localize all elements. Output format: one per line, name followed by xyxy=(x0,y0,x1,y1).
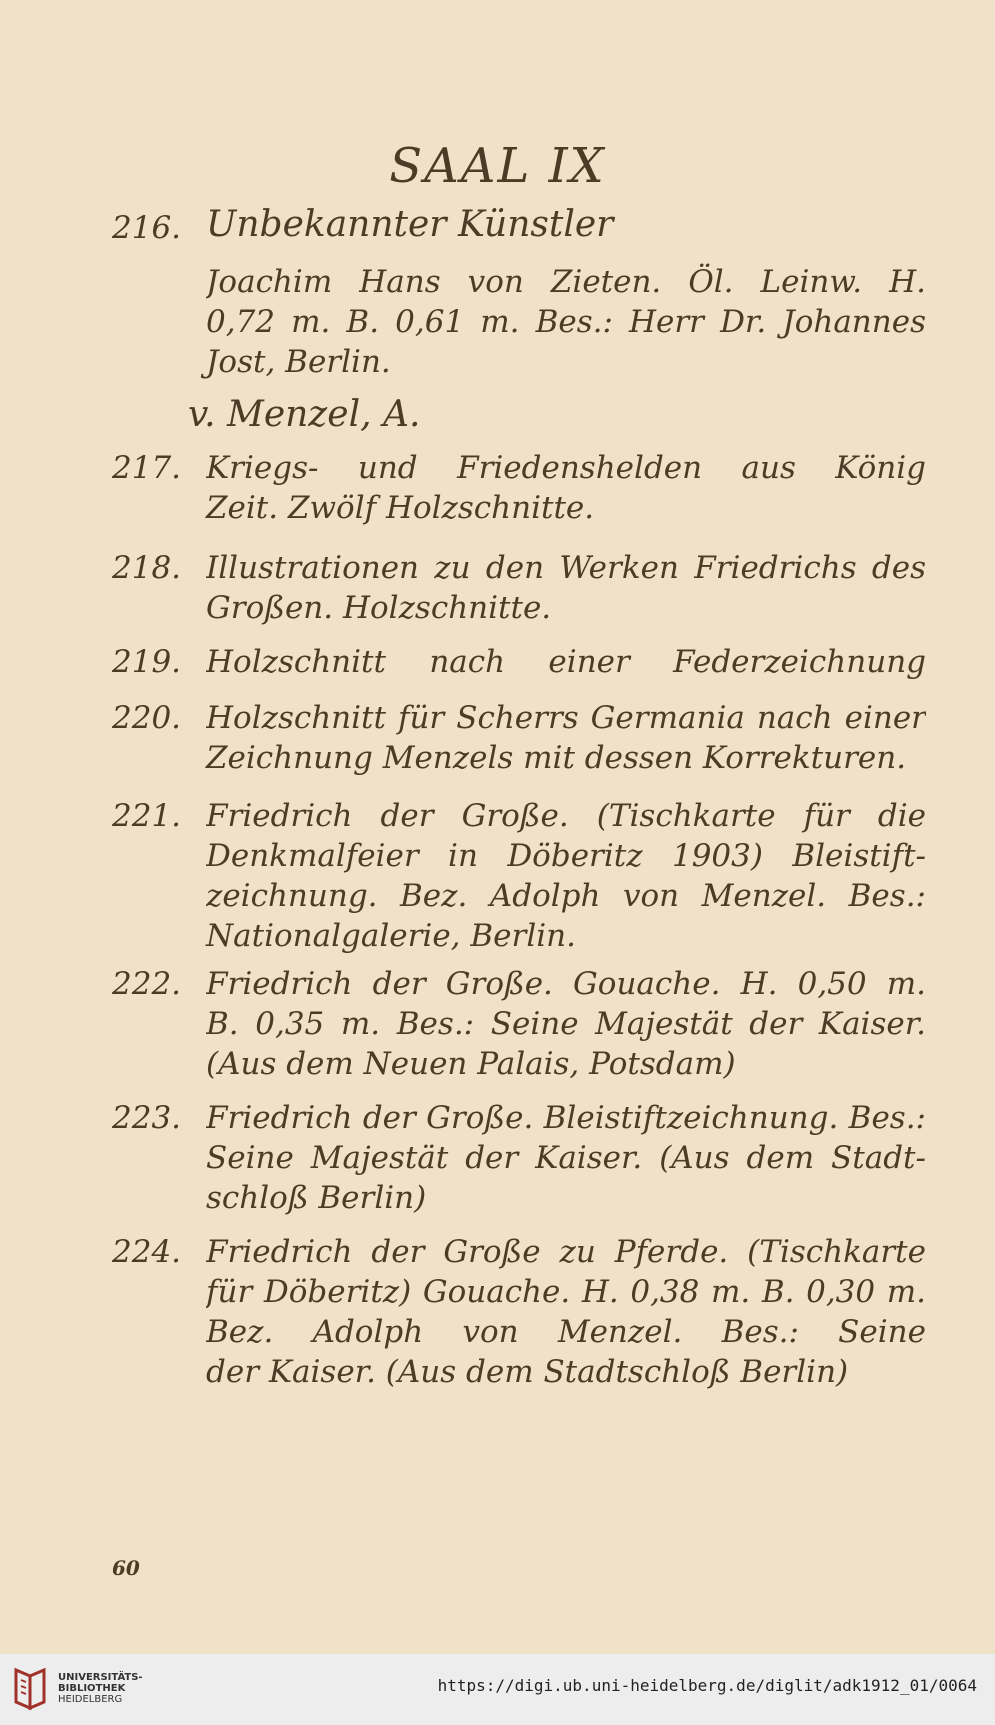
entry-221-line-3: zeichnung. Bez. Adolph von Menzel. Bes.: xyxy=(206,878,926,914)
entry-number-216: 216. xyxy=(112,210,182,246)
entry-number-219: 219. xyxy=(112,644,182,680)
entry-223-line-1: Friedrich der Große. Bleistiftzeichnung. Bes.: xyxy=(206,1100,926,1136)
library-name-line-1: UNIVERSITÄTS- xyxy=(58,1672,143,1683)
entry-216-line-3: Jost, Berlin. xyxy=(206,344,391,380)
page-number: 60 xyxy=(112,1556,140,1580)
entry-221-line-1: Friedrich der Große. (Tischkarte für die xyxy=(206,798,926,834)
artist-menzel: v. Menzel, A. xyxy=(188,394,421,435)
permalink-url[interactable]: https://digi.ub.uni-heidelberg.de/diglit/adk1912_01/0064 xyxy=(437,1676,977,1695)
entry-number-222: 222. xyxy=(112,966,182,1002)
entry-217-line-1: Kriegs- und Friedenshelden aus König xyxy=(206,450,926,486)
entry-217-line-2: Zeit. Zwölf Holzschnitte. xyxy=(206,490,595,526)
entry-222-line-3: (Aus dem Neuen Palais, Potsdam) xyxy=(206,1046,736,1082)
entry-223-line-2: Seine Majestät der Kaiser. (Aus dem Stadt- xyxy=(206,1140,926,1176)
artist-unbekannter: Unbekannter Künstler xyxy=(206,204,614,245)
entry-222-line-2: B. 0,35 m. Bes.: Seine Majestät der Kaiser. xyxy=(206,1006,926,1042)
entry-number-224: 224. xyxy=(112,1234,182,1270)
entry-number-217: 217. xyxy=(112,450,182,486)
entry-220-line-1: Holzschnitt für Scherrs Germania nach einer xyxy=(206,700,926,736)
entry-224-line-4: der Kaiser. (Aus dem Stadtschloß Berlin) xyxy=(206,1354,849,1390)
entry-216-line-1: Joachim Hans von Zieten. Öl. Leinw. H. xyxy=(206,264,926,300)
entry-224-line-2: für Döberitz) Gouache. H. 0,38 m. B. 0,30 m. xyxy=(206,1274,926,1310)
entry-number-218: 218. xyxy=(112,550,182,586)
heidelberg-library-logo-icon xyxy=(10,1666,50,1712)
entry-221-line-4: Nationalgalerie, Berlin. xyxy=(206,918,576,954)
entry-219-line-1: Holzschnitt nach einer Federzeichnung xyxy=(206,644,926,680)
library-name xyxy=(58,1672,143,1705)
entry-224-line-1: Friedrich der Große zu Pferde. (Tischkarte xyxy=(206,1234,926,1270)
entry-number-220: 220. xyxy=(112,700,182,736)
entry-223-line-3: schloß Berlin) xyxy=(206,1180,427,1216)
entry-221-line-2: Denkmalfeier in Döberitz 1903) Bleistift- xyxy=(206,838,926,874)
entry-number-223: 223. xyxy=(112,1100,182,1136)
entry-number-221: 221. xyxy=(112,798,182,834)
entry-220-line-2: Zeichnung Menzels mit dessen Korrekturen. xyxy=(206,740,907,776)
library-name-line-3: HEIDELBERG xyxy=(58,1694,123,1705)
entry-218-line-2: Großen. Holzschnitte. xyxy=(206,590,552,626)
entry-222-line-1: Friedrich der Große. Gouache. H. 0,50 m. xyxy=(206,966,926,1002)
footer-bar xyxy=(0,1654,995,1725)
section-title: SAAL IX xyxy=(389,138,606,194)
entry-216-line-2: 0,72 m. B. 0,61 m. Bes.: Herr Dr. Johannes xyxy=(206,304,926,340)
entry-218-line-1: Illustrationen zu den Werken Friedrichs des xyxy=(206,550,926,586)
entry-224-line-3: Bez. Adolph von Menzel. Bes.: Seine xyxy=(206,1314,926,1350)
library-name-line-2: BIBLIOTHEK xyxy=(58,1683,126,1694)
